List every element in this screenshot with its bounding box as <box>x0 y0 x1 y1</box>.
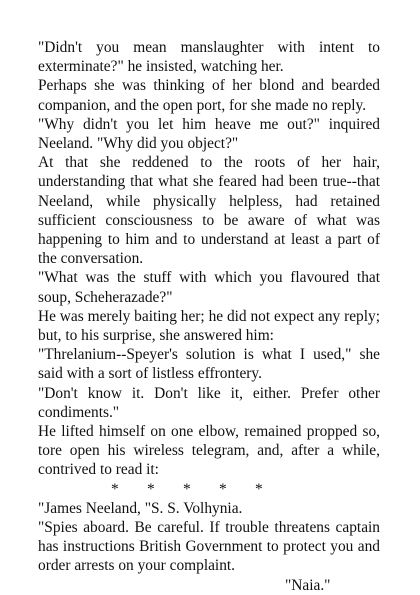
asterisk: * <box>183 480 191 498</box>
paragraph: "Threlanium--Speyer's solution is what I used," she said with a sort of listless effrontery. <box>38 346 380 383</box>
paragraph: Perhaps she was thinking of her blond and bearded companion, and the open port, for she made no reply. <box>38 77 380 114</box>
section-separator <box>38 480 380 499</box>
book-page <box>38 38 380 595</box>
asterisk: * <box>255 480 263 498</box>
paragraph: He was merely baiting her; he did not expect any reply; but, to his surprise, she answered him: <box>38 307 380 345</box>
paragraph: At that she reddened to the roots of her hair, understanding that what she feared had been true--that Neeland, while physically helpless, had retained sufficient consciousness to be aware of what was happening to him and to understand at least a part of the conversation. <box>38 154 380 268</box>
asterisk: * <box>147 480 155 498</box>
paragraph: He lifted himself on one elbow, remained propped so, tore open his wireless telegram, and, after a while, contrived to read it: <box>38 423 380 479</box>
asterisk: * <box>111 480 119 498</box>
telegram-body: "Spies aboard. Be careful. If trouble threatens captain has instructions British Government to protect you and order arrests on your complaint. <box>38 519 380 575</box>
paragraph: "What was the stuff with which you flavoured that soup, Scheherazade?" <box>38 269 380 306</box>
paragraph: "Didn't you mean manslaughter with intent to exterminate?" he insisted, watching her. <box>38 39 380 76</box>
telegram-signature: "Naia." <box>285 576 331 594</box>
paragraph: "Why didn't you let him heave me out?" inquired Neeland. "Why did you object?" <box>38 115 380 153</box>
asterisk: * <box>219 480 227 498</box>
telegram-address: "James Neeland, "S. S. Volhynia. <box>38 499 243 517</box>
paragraph: "Don't know it. Don't like it, either. Prefer other condiments." <box>38 384 380 421</box>
